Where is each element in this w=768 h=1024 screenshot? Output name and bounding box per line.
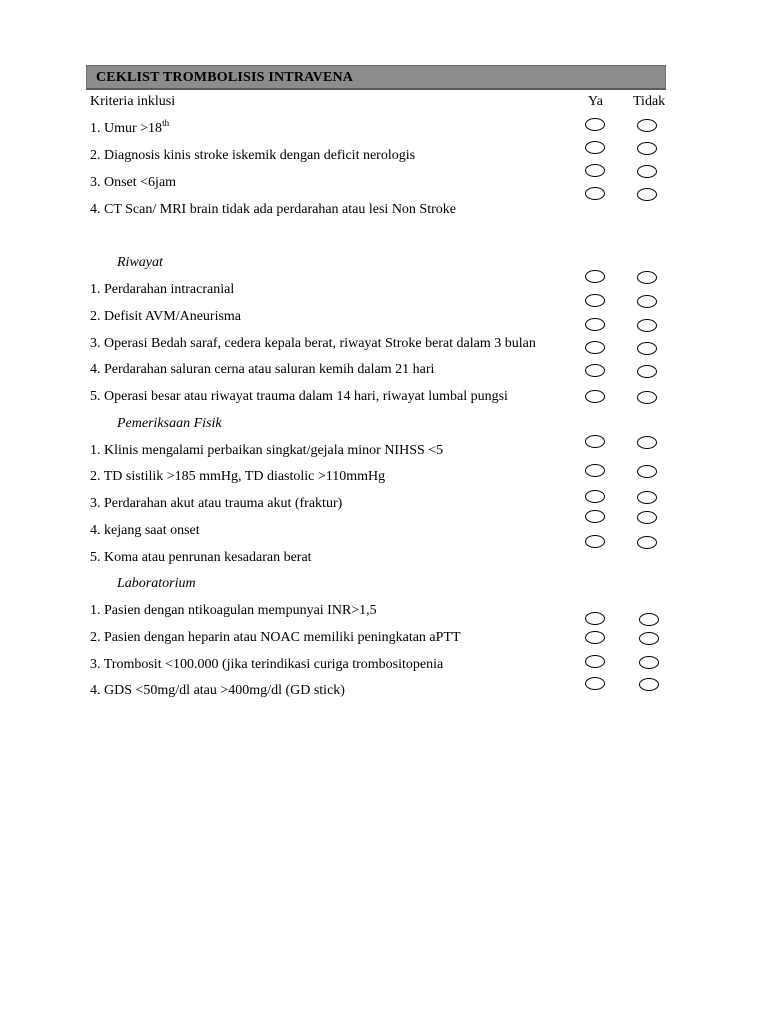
radio-no[interactable] bbox=[637, 491, 657, 504]
lab-item: 4. GDS <50mg/dl atau >400mg/dl (GD stick) bbox=[90, 683, 345, 698]
inclusion-item: 1. Umur >18th bbox=[90, 118, 170, 136]
radio-no[interactable] bbox=[637, 142, 657, 155]
criteria-header: Kriteria inklusi bbox=[90, 94, 176, 109]
radio-no[interactable] bbox=[637, 536, 657, 549]
page-title: CEKLIST TROMBOLISIS INTRAVENA bbox=[96, 70, 354, 85]
radio-yes[interactable] bbox=[585, 270, 605, 283]
yes-column-header: Ya bbox=[588, 94, 603, 109]
no-column-header: Tidak bbox=[633, 94, 666, 109]
radio-yes[interactable] bbox=[585, 341, 605, 354]
fisik-item: 4. kejang saat onset bbox=[90, 523, 200, 538]
fisik-item: 3. Perdarahan akut atau trauma akut (fraktur) bbox=[90, 496, 343, 511]
radio-no[interactable] bbox=[637, 188, 657, 201]
inclusion-item: 3. Onset <6jam bbox=[90, 175, 177, 190]
radio-yes[interactable] bbox=[585, 631, 605, 644]
section-title-lab: Laboratorium bbox=[117, 576, 196, 591]
radio-yes[interactable] bbox=[585, 294, 605, 307]
radio-no[interactable] bbox=[637, 365, 657, 378]
radio-no[interactable] bbox=[637, 319, 657, 332]
radio-no[interactable] bbox=[639, 678, 659, 691]
radio-yes[interactable] bbox=[585, 318, 605, 331]
riwayat-item: 5. Operasi besar atau riwayat trauma dalam 14 hari, riwayat lumbal pungsi bbox=[90, 389, 508, 404]
radio-yes[interactable] bbox=[585, 655, 605, 668]
fisik-item: 1. Klinis mengalami perbaikan singkat/gejala minor NIHSS <5 bbox=[90, 443, 444, 458]
section-title-riwayat: Riwayat bbox=[117, 255, 163, 270]
riwayat-item: 3. Operasi Bedah saraf, cedera kepala berat, riwayat Stroke berat dalam 3 bulan bbox=[90, 336, 536, 351]
radio-yes[interactable] bbox=[585, 510, 605, 523]
radio-yes[interactable] bbox=[585, 118, 605, 131]
radio-yes[interactable] bbox=[585, 464, 605, 477]
radio-no[interactable] bbox=[637, 342, 657, 355]
radio-no[interactable] bbox=[639, 613, 659, 626]
radio-no[interactable] bbox=[639, 632, 659, 645]
inclusion-item: 4. CT Scan/ MRI brain tidak ada perdarahan atau lesi Non Stroke bbox=[90, 202, 456, 217]
radio-no[interactable] bbox=[637, 165, 657, 178]
riwayat-item: 4. Perdarahan saluran cerna atau saluran kemih dalam 21 hari bbox=[90, 362, 435, 377]
radio-yes[interactable] bbox=[585, 187, 605, 200]
radio-no[interactable] bbox=[637, 391, 657, 404]
radio-yes[interactable] bbox=[585, 535, 605, 548]
radio-yes[interactable] bbox=[585, 490, 605, 503]
radio-no[interactable] bbox=[637, 271, 657, 284]
radio-yes[interactable] bbox=[585, 390, 605, 403]
lab-item: 3. Trombosit <100.000 (jika terindikasi curiga trombositopenia bbox=[90, 657, 444, 672]
radio-no[interactable] bbox=[639, 656, 659, 669]
radio-yes[interactable] bbox=[585, 677, 605, 690]
radio-no[interactable] bbox=[637, 436, 657, 449]
section-title-fisik: Pemeriksaan Fisik bbox=[117, 416, 222, 431]
lab-item: 1. Pasien dengan ntikoagulan mempunyai INR>1,5 bbox=[90, 603, 377, 618]
radio-no[interactable] bbox=[637, 295, 657, 308]
radio-yes[interactable] bbox=[585, 612, 605, 625]
radio-yes[interactable] bbox=[585, 364, 605, 377]
title-bar bbox=[86, 65, 666, 90]
radio-no[interactable] bbox=[637, 511, 657, 524]
fisik-item: 5. Koma atau penrunan kesadaran berat bbox=[90, 550, 312, 565]
inclusion-item: 2. Diagnosis kinis stroke iskemik dengan deficit nerologis bbox=[90, 148, 416, 163]
radio-yes[interactable] bbox=[585, 435, 605, 448]
radio-yes[interactable] bbox=[585, 141, 605, 154]
riwayat-item: 2. Defisit AVM/Aneurisma bbox=[90, 309, 242, 324]
fisik-item: 2. TD sistilik >185 mmHg, TD diastolic >110mmHg bbox=[90, 469, 386, 484]
radio-no[interactable] bbox=[637, 465, 657, 478]
radio-no[interactable] bbox=[637, 119, 657, 132]
lab-item: 2. Pasien dengan heparin atau NOAC memiliki peningkatan aPTT bbox=[90, 630, 461, 645]
riwayat-item: 1. Perdarahan intracranial bbox=[90, 282, 235, 297]
radio-yes[interactable] bbox=[585, 164, 605, 177]
